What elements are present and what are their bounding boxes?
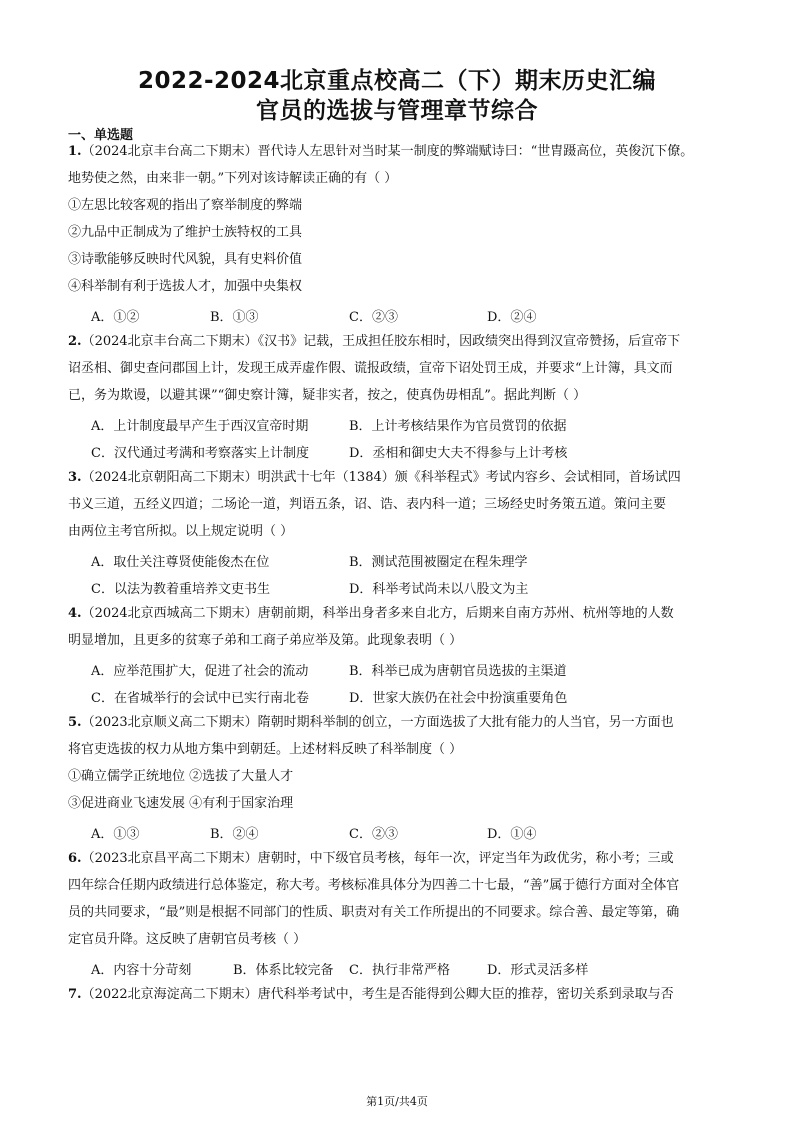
question-3-number: 3. xyxy=(68,470,82,485)
section-heading: 一、单选题 xyxy=(68,128,134,143)
question-1-option-c[interactable]: C．②③ xyxy=(349,310,398,325)
question-3-option-a[interactable]: A．取仕关注尊贤使能俊杰在位 xyxy=(91,555,270,570)
question-1-stem-line1 xyxy=(68,143,732,161)
question-7-number: 7. xyxy=(68,987,82,1002)
question-6-stem-line2: 四年综合任期内政绩进行总体鉴定，称大考。考核标准具体分为四善二十七最，“善”属于德行方面对全体官 xyxy=(68,878,680,893)
question-1-stem-line2: 地势使之然，由来非一朝。”下列对该诗解读正确的有（ ） xyxy=(68,171,398,186)
question-5-option-b[interactable]: B．②④ xyxy=(210,827,259,842)
question-6-option-a[interactable]: A．内容十分苛刻 xyxy=(91,963,192,978)
question-3-text: （2024北京朝阳高二下期末）明洪武十七年（1384）颁《科举程式》考试内容乡、会试相同，首场试四 xyxy=(81,470,681,485)
question-3-option-d[interactable]: D．科举考试尚未以八股文为主 xyxy=(349,582,529,597)
question-1-number: 1. xyxy=(68,144,82,159)
question-1-statement-2: ②九品中正制成为了维护士族特权的工具 xyxy=(68,225,303,240)
question-3-stem-line3: 由两位主考官所拟。以上规定说明（ ） xyxy=(68,524,294,539)
question-5-statements-2: ③促进商业飞速发展 ④有利于国家治理 xyxy=(68,796,294,811)
question-6-stem-line4: 定官员升降。这反映了唐朝官员考核（ ） xyxy=(68,932,307,947)
question-2-stem-line2: 诏丞相、御史查问郡国上计，发现王成弄虚作假、谎报政绩，宣帝下诏处罚王成，并要求“上计簿，具文而 xyxy=(68,361,673,376)
question-5-number: 5. xyxy=(68,715,82,730)
question-6-text: （2023北京昌平高二下期末）唐朝时，中下级官员考核，每年一次，评定当年为政优劣，称小考；三或 xyxy=(81,851,674,866)
question-2-stem-line1 xyxy=(68,333,732,351)
question-5-option-c[interactable]: C．②③ xyxy=(349,827,398,842)
question-5-option-d[interactable]: D．①④ xyxy=(487,827,537,842)
question-1-option-a[interactable]: A．①② xyxy=(91,310,140,325)
question-4-option-d[interactable]: D．世家大族仍在社会中扮演重要角色 xyxy=(349,691,568,706)
question-6-number: 6. xyxy=(68,851,82,866)
question-3-option-b[interactable]: B．测试范围被圈定在程朱理学 xyxy=(349,555,528,570)
question-2-number: 2. xyxy=(68,334,82,349)
question-4-option-a[interactable]: A．应举范围扩大，促进了社会的流动 xyxy=(91,664,309,679)
question-6-option-d[interactable]: D．形式灵活多样 xyxy=(487,963,589,978)
question-6-stem-line1 xyxy=(68,850,732,868)
document-title-line2: 官员的选拔与管理章节综合 xyxy=(256,98,538,124)
question-6-stem-line3: 员的共同要求，“最”则是根据不同部门的性质、职责对有关工作所提出的不同要求。综合善、最定等第，确 xyxy=(68,905,680,920)
document-title-line1: 2022-2024北京重点校高二（下）期末历史汇编 xyxy=(137,68,657,94)
question-4-stem-line2: 明显增加，且更多的贫寒子弟和工商子弟应举及第。此现象表明（ ） xyxy=(68,633,463,648)
question-7-stem-line1 xyxy=(68,986,732,1004)
question-4-text: （2024北京西城高二下期末）唐朝前期，科举出身者多来自北方，后期来自南方苏州、杭州等地的人数 xyxy=(81,606,674,621)
question-3-option-c[interactable]: C．以法为教着重培养文吏书生 xyxy=(91,582,270,597)
question-2-option-a[interactable]: A．上计制度最早产生于西汉宣帝时期 xyxy=(91,419,309,434)
question-1-option-d[interactable]: D．②④ xyxy=(487,310,537,325)
question-5-stem-line2: 将官吏选拔的权力从地方集中到朝廷。上述材料反映了科举制度（ ） xyxy=(68,742,463,757)
question-1-statement-4: ④科举制有利于选拔人才，加强中央集权 xyxy=(68,279,303,294)
question-2-option-c[interactable]: C．汉代通过考满和考察落实上计制度 xyxy=(91,446,309,461)
question-5-stem-line1 xyxy=(68,714,732,732)
question-2-option-b[interactable]: B．上计考核结果作为官员赏罚的依据 xyxy=(349,419,567,434)
page-number-footer: 第1页/共4页 xyxy=(366,1095,428,1108)
question-6-option-c[interactable]: C．执行非常严格 xyxy=(349,963,450,978)
question-2-option-d[interactable]: D．丞相和御史大夫不得参与上计考核 xyxy=(349,446,568,461)
question-2-stem-line3: 已，务为欺谩，以避其课”“御史察计簿，疑非实者，按之，使真伪毋相乱”。据此判断（ ） xyxy=(68,388,587,403)
question-1-text: （2024北京丰台高二下期末）晋代诗人左思针对当时某一制度的弊端赋诗曰：“世胄蹑高位，英俊沉下僚。 xyxy=(81,144,694,159)
question-6-option-b[interactable]: B．体系比较完备 xyxy=(233,963,334,978)
question-1-statement-3: ③诗歌能够反映时代风貌，具有史料价值 xyxy=(68,252,303,267)
question-4-option-c[interactable]: C．在省城举行的会试中已实行南北卷 xyxy=(91,691,309,706)
question-1-option-b[interactable]: B．①③ xyxy=(210,310,259,325)
question-1-statement-1: ①左思比较客观的指出了察举制度的弊端 xyxy=(68,198,303,213)
question-4-number: 4. xyxy=(68,606,82,621)
question-4-option-b[interactable]: B．科举已成为唐朝官员选拔的主渠道 xyxy=(349,664,567,679)
question-5-option-a[interactable]: A．①③ xyxy=(91,827,140,842)
question-5-statements-1: ①确立儒学正统地位 ②选拔了大量人才 xyxy=(68,769,294,784)
question-3-stem-line2: 书义三道，五经义四道；二场论一道，判语五条，诏、诰、表内科一道；三场经史时务策五道。策问主要 xyxy=(68,497,667,512)
question-2-text: （2024北京丰台高二下期末）《汉书》记载，王成担任胶东相时，因政绩突出得到汉宣帝赞扬，后宣帝下 xyxy=(81,334,681,349)
question-5-text: （2023北京顺义高二下期末）隋朝时期科举制的创立，一方面选拔了大批有能力的人当官，另一方面也 xyxy=(81,715,674,730)
question-4-stem-line1 xyxy=(68,605,732,623)
question-3-stem-line1 xyxy=(68,469,732,487)
question-7-text: （2022北京海淀高二下期末）唐代科举考试中，考生是否能得到公卿大臣的推荐，密切关系到录取与否 xyxy=(81,987,674,1002)
